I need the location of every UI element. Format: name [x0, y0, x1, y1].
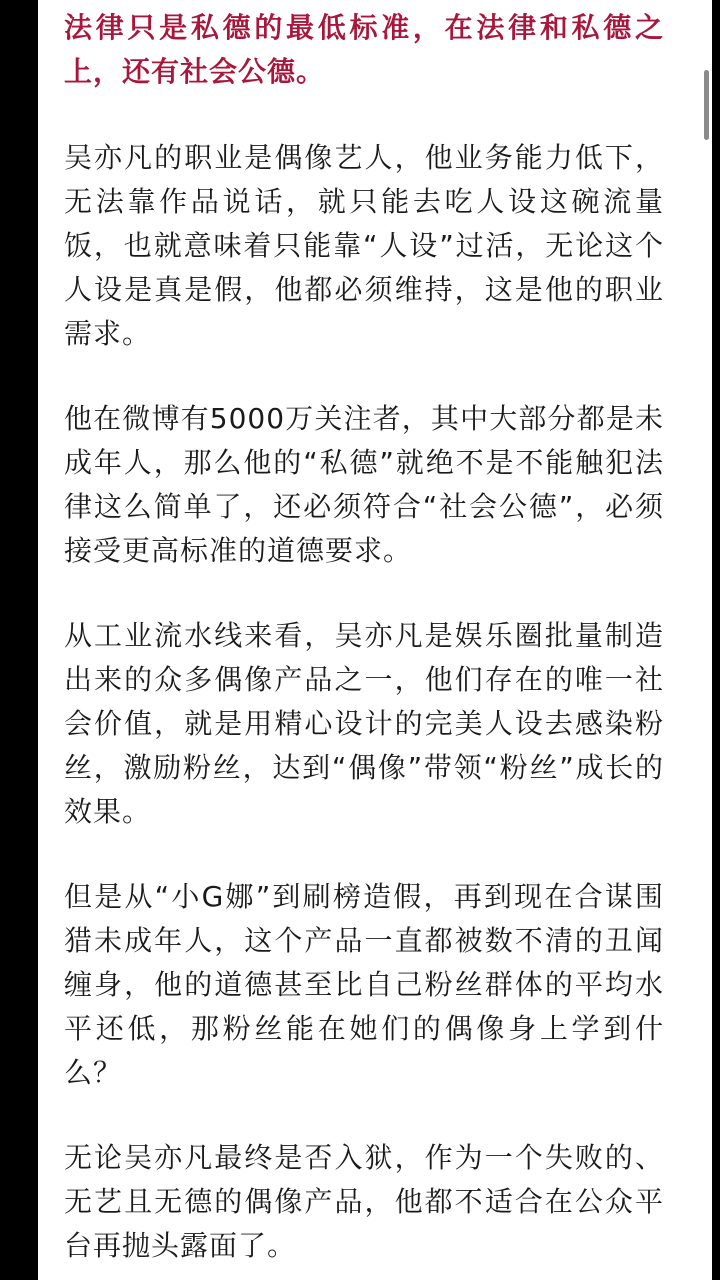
scrollbar-thumb[interactable]: [704, 70, 709, 140]
lead-quote: 法律只是私德的最低标准，在法律和私德之上，还有社会公德。: [64, 11, 664, 88]
article-paragraph: 从工业流水线来看，吴亦凡是娱乐圈批量制造出来的众多偶像产品之一，他们存在的唯一社会价值，就是用精心设计的完美人设去感染粉丝，激励粉丝，达到“偶像”带领“粉丝”成长的效果。: [64, 619, 664, 828]
article-paragraph: 他在微博有5000万关注者，其中大部分都是未成年人，那么他的“私德”就绝不是不能触犯法律这么简单了，还必须符合“社会公德”，必须接受更高标准的道德要求。: [64, 402, 664, 567]
article-page: [38, 0, 712, 1280]
article-body: [64, 6, 664, 1280]
article-paragraph: 无论吴亦凡最终是否入狱，作为一个失败的、无艺且无德的偶像产品，他都不适合在公众平台再抛头露面了。: [64, 1141, 664, 1262]
article-paragraph: 但是从“小G娜”到刷榜造假，再到现在合谋围猎未成年人，这个产品一直都被数不清的丑闻缠身，他的道德甚至比自己粉丝群体的平均水平还低，那粉丝能在她们的偶像身上学到什么？: [64, 880, 664, 1089]
article-paragraph: 吴亦凡的职业是偶像艺人，他业务能力低下，无法靠作品说话，就只能去吃人设这碗流量饭，也就意味着只能靠“人设”过活，无论这个人设是真是假，他都必须维持，这是他的职业需求。: [64, 141, 664, 350]
